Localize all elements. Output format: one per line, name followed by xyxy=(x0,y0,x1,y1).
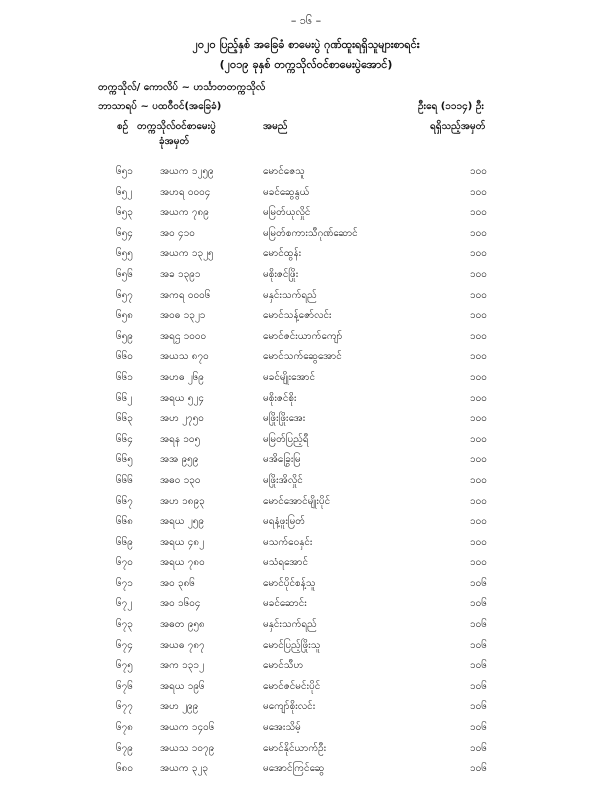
table-row xyxy=(0,347,612,368)
marks-value: ၁၀၆ xyxy=(470,701,487,713)
marks-value: ၁၀၀ xyxy=(470,454,487,466)
row-number: ၆၅၃ xyxy=(116,207,133,219)
roll-number: အရန ၁၀၅ xyxy=(160,433,201,445)
header-roll-sub: ခုံအမှတ် xyxy=(159,136,190,147)
row-number: ၆၇၇ xyxy=(116,701,133,713)
row-number: ၆၆၈ xyxy=(116,516,133,528)
row-number: ၆၅၉ xyxy=(116,330,133,342)
candidate-name: မောင်သန့်ဇော်လင်း xyxy=(263,310,332,322)
page-number: – ၁၆ – xyxy=(290,14,322,27)
row-number: ၆၇၁ xyxy=(116,577,133,589)
row-number: ၆၆၅ xyxy=(116,454,133,466)
roll-number: အယက ၇၈၉ xyxy=(160,207,209,219)
marks-value: ၁၀၀ xyxy=(470,557,487,569)
row-number: ၆၇၀ xyxy=(116,557,133,569)
roll-number: အဝ ၃၈၆ xyxy=(160,577,195,589)
marks-value: ၁၀၆ xyxy=(470,722,487,734)
table-row xyxy=(0,512,612,533)
table-row xyxy=(0,492,612,513)
candidate-name: မောင်သီဟ xyxy=(263,660,304,672)
marks-value: ၁၀၀ xyxy=(470,413,487,425)
roll-number: အယက ၁၄၀၆ xyxy=(160,722,215,734)
table-row xyxy=(0,162,612,183)
roll-number: အရယ ၅၂၄ xyxy=(160,392,204,404)
header-roll: တက္ကသိုလ်ဝင်စာမေးပွဲ xyxy=(137,121,216,132)
marks-value: ၁၀၀ xyxy=(470,268,487,280)
marks-value: ၁၀၀ xyxy=(470,330,487,342)
table-row xyxy=(0,471,612,492)
table-row xyxy=(0,594,612,615)
table-row xyxy=(0,409,612,430)
candidate-name: မအေးသိမ့် xyxy=(263,722,301,734)
table-row xyxy=(0,533,612,554)
row-number: ၆၇၆ xyxy=(116,680,133,692)
roll-number: အရယ ၇၈၀ xyxy=(160,557,205,569)
candidate-name: မမြတ်ယုလှိုင် xyxy=(263,207,311,219)
marks-value: ၁၀၀ xyxy=(470,392,487,404)
marks-value: ၁၀၀ xyxy=(470,310,487,322)
roll-number: အရဌ ၁၀၀၀ xyxy=(160,330,207,342)
candidate-name: မခင်မျိုးအောင် xyxy=(263,371,316,383)
marks-value: ၁၀၀ xyxy=(470,371,487,383)
candidate-name: မောင်နိုင်ယာက်ဦး xyxy=(263,742,327,754)
marks-value: ၁၀၀ xyxy=(470,227,487,239)
row-number: ၆၇၄ xyxy=(116,639,133,651)
candidate-name: မစိုးဇင်ဖြိုး xyxy=(263,268,299,280)
roll-number: အဝဓ ၁၃၂၁ xyxy=(160,310,206,322)
table-row xyxy=(0,718,612,739)
table-row xyxy=(0,574,612,595)
marks-value: ၁၀၆ xyxy=(470,660,487,672)
row-number: ၆၇၈ xyxy=(116,722,133,734)
roll-number: အယက ၁၃၂၅ xyxy=(160,248,214,260)
candidate-name: မောင်ပြည့်ဖြိုးသူ xyxy=(263,639,321,651)
row-number: ၆၆၆ xyxy=(116,474,133,486)
table-row xyxy=(0,203,612,224)
header-no: စဉ် xyxy=(117,121,129,132)
candidate-name: မသံရအောင် xyxy=(263,557,308,569)
row-number: ၆၅၅ xyxy=(116,248,133,260)
roll-number: အယဓ ၇၈၇ xyxy=(160,639,205,651)
marks-value: ၁၀၆ xyxy=(470,577,487,589)
table-row xyxy=(0,286,612,307)
roll-number: အဟရ ၀၀၀၄ xyxy=(160,186,211,198)
table-row xyxy=(0,224,612,245)
candidate-count: ဦးရေ (၁၁၁၄) ဦး xyxy=(418,101,484,112)
university-line: တက္ကသိုလ်/ ကောလိပ် ~ ဟင်္သာတတက္ကသိုလ် xyxy=(98,82,266,93)
candidate-name: မောင်ထွန်း xyxy=(263,248,302,260)
candidate-name: မစိုးဇင်စိုး xyxy=(263,392,297,404)
row-number: ၆၇၉ xyxy=(116,742,133,754)
roll-number: အဟဓ ၂၆၉ xyxy=(160,371,204,383)
table-row xyxy=(0,368,612,389)
candidate-name: မောင်သက်ဆွေအောင် xyxy=(263,351,342,363)
row-number: ၆၆၂ xyxy=(116,392,133,404)
row-number: ၆၇၅ xyxy=(116,660,133,672)
table-row xyxy=(0,697,612,718)
marks-value: ၁၀၆ xyxy=(470,763,487,775)
row-number: ၆၆၉ xyxy=(116,536,133,548)
candidate-name: မနှင်းသက်ရည် xyxy=(263,619,317,631)
marks-value: ၁၀၆ xyxy=(470,639,487,651)
candidate-name: မနှင်းသက်ရည် xyxy=(263,289,317,301)
document-subtitle: (၂၀၁၉ ခုနှစ် တက္ကသိုလ်ဝင်စာမေးပွဲအောင်) xyxy=(219,58,393,71)
table-row xyxy=(0,265,612,286)
marks-value: ၁၀၀ xyxy=(470,207,487,219)
candidate-name: မကျော်စိုးလင်း xyxy=(263,701,316,713)
marks-value: ၁၀၆ xyxy=(470,680,487,692)
row-number: ၆၅၆ xyxy=(116,268,133,280)
roll-number: အရယ ၁၉၆ xyxy=(160,680,205,692)
row-number: ၆၅၁ xyxy=(116,166,133,177)
roll-number: အဟ ၂၇၅၀ xyxy=(160,413,204,425)
table-row xyxy=(0,759,612,780)
roll-number: အဓဝ ၁၃၀ xyxy=(160,474,201,486)
table-row xyxy=(0,656,612,677)
marks-value: ၁၀၆ xyxy=(470,619,487,631)
candidate-name: မမြတ်စကားသီဂုဏ်ဆောင် xyxy=(263,227,358,239)
row-number: ၆၇၂ xyxy=(116,598,133,610)
row-number: ၆၆၁ xyxy=(116,371,133,383)
table-row xyxy=(0,306,612,327)
roll-number: အယသ ၁၀၇၉ xyxy=(160,742,215,754)
candidate-name: မအောင်ကြင်ဆွေ xyxy=(263,763,325,775)
marks-value: ၁၀၀ xyxy=(470,186,487,198)
roll-number: အဝ ၄၁၀ xyxy=(160,227,195,239)
roll-number: အဝ ၁၆၀၄ xyxy=(160,598,201,610)
marks-value: ၁၀၀ xyxy=(470,516,487,528)
marks-value: ၁၀၆ xyxy=(470,742,487,754)
candidate-name: မောင်ဇင်မင်းပိုင် xyxy=(263,680,321,692)
roll-number: အဟ ၂၉၉ xyxy=(160,701,199,713)
row-number: ၆၇၃ xyxy=(116,619,133,631)
row-number: ၆၆၃ xyxy=(116,413,133,425)
roll-number: အဓတ ၉၅၈ xyxy=(160,619,205,631)
marks-value: ၁၀၀ xyxy=(470,166,487,177)
marks-value: ၁၀၀ xyxy=(470,474,487,486)
candidate-name: မောင်အောင်မျိုးပိုင် xyxy=(263,495,331,507)
header-marks: ရရှိသည့်အမှတ် xyxy=(430,121,486,132)
roll-number: အရယ ၂၅၉ xyxy=(160,516,204,528)
row-number: ၆၅၈ xyxy=(116,310,133,322)
table-row xyxy=(0,615,612,636)
roll-number: အရယ ၄၈၂ xyxy=(160,536,205,548)
candidate-name: မခင်ဆွေနွယ် xyxy=(263,186,310,198)
candidate-name: မောင်ဇေသူ xyxy=(263,166,305,177)
roll-number: အယသ ၈၇၀ xyxy=(160,351,209,363)
table-row xyxy=(0,244,612,265)
table-row xyxy=(0,739,612,760)
table-row xyxy=(0,430,612,451)
roll-number: အကရ ၀၀၀၆ xyxy=(160,289,211,301)
marks-value: ၁၀၀ xyxy=(470,536,487,548)
roll-number: အအ ၉၅၉ xyxy=(160,454,199,466)
candidate-name: မဖြိုးဖြိုးအေး xyxy=(263,413,306,425)
roll-number: အက ၁၃၁၂ xyxy=(160,660,204,672)
marks-value: ၁၀၀ xyxy=(470,248,487,260)
row-number: ၆၈၀ xyxy=(116,763,133,775)
marks-value: ၁၀၆ xyxy=(470,598,487,610)
marks-value: ၁၀၀ xyxy=(470,433,487,445)
row-number: ၆၆၄ xyxy=(116,433,133,445)
table-row xyxy=(0,450,612,471)
row-number: ၆၆၇ xyxy=(116,495,133,507)
table-row xyxy=(0,677,612,698)
table-row xyxy=(0,553,612,574)
marks-value: ၁၀၀ xyxy=(470,289,487,301)
candidate-name: မမြတ်ပြည့်ရီ xyxy=(263,433,309,445)
row-number: ၆၅၄ xyxy=(116,227,133,239)
table-row xyxy=(0,636,612,657)
candidate-name: မရနံ့ဖူးမြတ် xyxy=(263,516,306,528)
candidate-name: မသက်ဝေနှင်း xyxy=(263,536,313,548)
subject-line: ဘာသာရပ် ~ ပထဝီဝင်(အခြေခံ) xyxy=(98,101,222,112)
marks-value: ၁၀၀ xyxy=(470,495,487,507)
roll-number: အခ ၁၃၉၁ xyxy=(160,268,201,280)
roll-number: အယက ၁၂၅၉ xyxy=(160,166,214,177)
candidate-name: မောင်ဇင်းယာက်ကျော် xyxy=(263,330,343,342)
candidate-name: မခင်ဆောင်း xyxy=(263,598,307,610)
row-number: ၆၅၇ xyxy=(116,289,133,301)
table-row xyxy=(0,389,612,410)
table-row xyxy=(0,327,612,348)
results-table xyxy=(0,162,612,780)
marks-value: ၁၀၀ xyxy=(470,351,487,363)
row-number: ၆၅၂ xyxy=(116,186,133,198)
candidate-name: မောင်ပိုင်စန့်သူ xyxy=(263,577,316,589)
candidate-name: မဖြိုးအိလှိုင် xyxy=(263,474,303,486)
row-number: ၆၆၀ xyxy=(116,351,133,363)
roll-number: အယက ၃၂၃ xyxy=(160,763,209,775)
table-row xyxy=(0,183,612,204)
document-title: ၂၀၂၀ ပြည့်နှစ် အခြေခံ စာမေးပွဲ ဂုဏ်ထူးရရှိသူများစာရင်း xyxy=(192,38,420,51)
candidate-name: မအိခြွေးမြ xyxy=(263,454,301,466)
roll-number: အဟ ၁၈၉၃ xyxy=(160,495,205,507)
header-name: အမည် xyxy=(263,121,288,132)
